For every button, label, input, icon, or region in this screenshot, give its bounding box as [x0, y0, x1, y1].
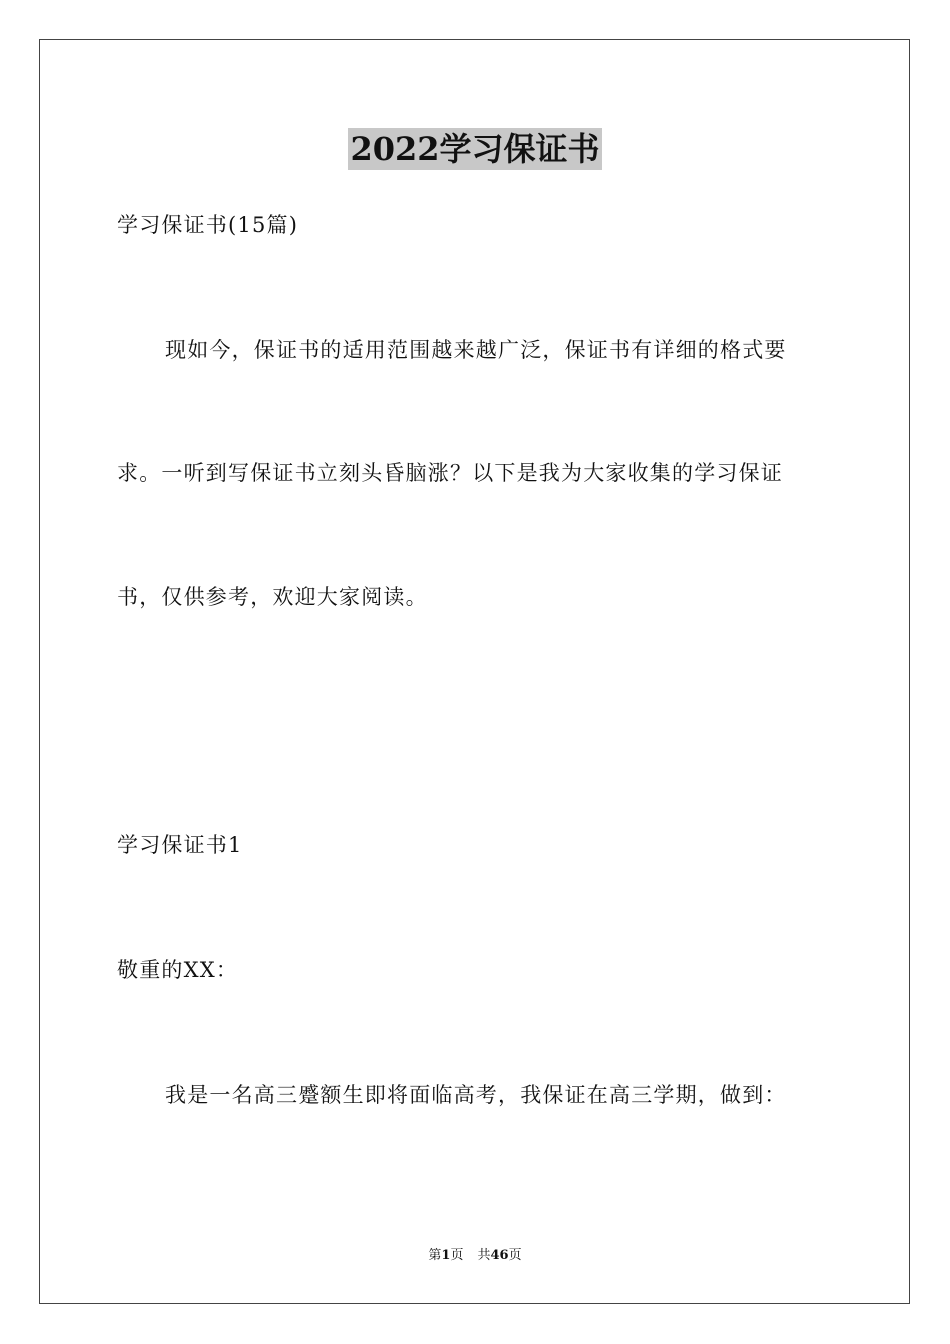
page-footer [0, 1247, 950, 1265]
document-subtitle: 学习保证书(15篇) [117, 213, 299, 237]
intro-line-3: 书，仅供参考，欢迎大家阅读。 [117, 585, 428, 609]
footer-page-prefix: 第 [428, 1248, 442, 1263]
footer-total-suffix: 页 [508, 1248, 522, 1263]
intro-line-1: 现如今，保证书的适用范围越来越广泛，保证书有详细的格式要 [165, 338, 787, 362]
salutation: 敬重的XX： [117, 958, 239, 982]
document-title: 2022学习保证书 [350, 130, 600, 168]
body-paragraph-line: 我是一名高三蹙额生即将面临高考，我保证在高三学期，做到： [165, 1083, 787, 1107]
footer-page-number: 1 [441, 1248, 451, 1263]
footer-total-prefix: 共 [477, 1248, 491, 1263]
intro-line-2: 求。一听到写保证书立刻头昏脑涨？以下是我为大家收集的学习保证 [117, 461, 783, 485]
footer-total-pages: 46 [490, 1248, 509, 1263]
footer-page-suffix: 页 [450, 1248, 464, 1263]
section-heading: 学习保证书1 [117, 833, 243, 857]
title-container [0, 128, 950, 170]
